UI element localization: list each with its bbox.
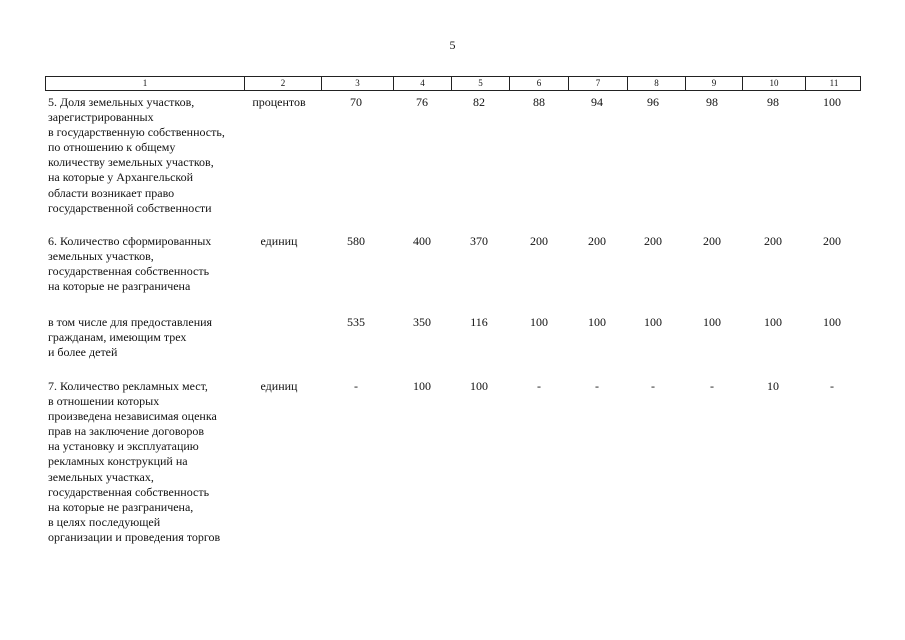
header-cell-10: 10 (743, 77, 806, 90)
row-value-col-3: 580 (347, 234, 365, 248)
header-cell-11: 11 (829, 78, 839, 88)
row-value-col-6: 200 (530, 234, 548, 248)
row-description: 6. Количество сформированных земельных участков, государственная собственность на которые не разграничена (48, 234, 212, 294)
row-value-col-10: 10 (767, 379, 779, 393)
header-cell-6: 6 (510, 77, 569, 90)
row-value-col-4: 76 (416, 95, 428, 109)
header-cell-8: 8 (628, 77, 686, 90)
row-value-col-9: 100 (703, 315, 721, 329)
row-value-col-4: 400 (413, 234, 431, 248)
row-value-col-9: 98 (706, 95, 718, 109)
row-value-col-5: 116 (470, 315, 488, 329)
row-unit: единиц (260, 234, 298, 248)
header-cell-4: 4 (394, 77, 452, 90)
column-number-header-row (45, 76, 861, 91)
header-cell-3: 3 (322, 77, 394, 90)
row-value-col-11: 100 (823, 315, 841, 329)
row-value-col-9: 200 (703, 234, 721, 248)
row-value-col-10: 200 (764, 234, 782, 248)
header-cell-9: 9 (686, 77, 743, 90)
row-value-col-7: 94 (591, 95, 603, 109)
row-description: 5. Доля земельных участков, зарегистрированных в государственную собственность, по отношению к общему количеству земельных участков, на которые у Архангельской области возникает право государственной собственности (48, 95, 225, 215)
row-value-col-6: 100 (530, 315, 548, 329)
header-cell-2: 2 (245, 77, 322, 90)
row-value-col-8: 96 (647, 95, 659, 109)
row-value-col-11: - (830, 379, 834, 393)
header-cell-1: 1 (46, 77, 245, 90)
row-value-col-8: 100 (644, 315, 662, 329)
page-number: 5 (449, 38, 456, 52)
row-value-col-8: - (651, 379, 655, 393)
header-cell-7: 7 (569, 77, 628, 90)
row-value-col-4: 100 (413, 379, 431, 393)
row-description: в том числе для предоставления гражданам, имеющим трех и более детей (48, 315, 213, 360)
row-unit: процентов (252, 95, 306, 109)
row-value-col-5: 82 (473, 95, 485, 109)
row-value-col-9: - (710, 379, 714, 393)
row-value-col-8: 200 (644, 234, 662, 248)
row-value-col-11: 200 (823, 234, 841, 248)
row-value-col-6: 88 (533, 95, 545, 109)
row-value-col-10: 100 (764, 315, 782, 329)
row-value-col-11: 100 (823, 95, 841, 109)
row-value-col-3: 70 (350, 95, 362, 109)
row-value-col-6: - (537, 379, 541, 393)
row-value-col-10: 98 (767, 95, 779, 109)
row-value-col-7: - (595, 379, 599, 393)
row-value-col-7: 200 (588, 234, 606, 248)
row-value-col-5: 370 (470, 234, 488, 248)
row-value-col-7: 100 (588, 315, 606, 329)
row-value-col-5: 100 (470, 379, 488, 393)
row-description: 7. Количество рекламных мест, в отношении которых произведена независимая оценка прав на заключение договоров на установку и эксплуатацию рекламных конструкций на земельных участках, государственная собственность на которые не разграничена, в целях последующей организации и проведения торгов (48, 379, 221, 544)
header-cell-5: 5 (452, 77, 510, 90)
row-unit: единиц (260, 379, 298, 393)
row-value-col-4: 350 (413, 315, 431, 329)
row-value-col-3: - (354, 379, 358, 393)
row-value-col-3: 535 (347, 315, 365, 329)
